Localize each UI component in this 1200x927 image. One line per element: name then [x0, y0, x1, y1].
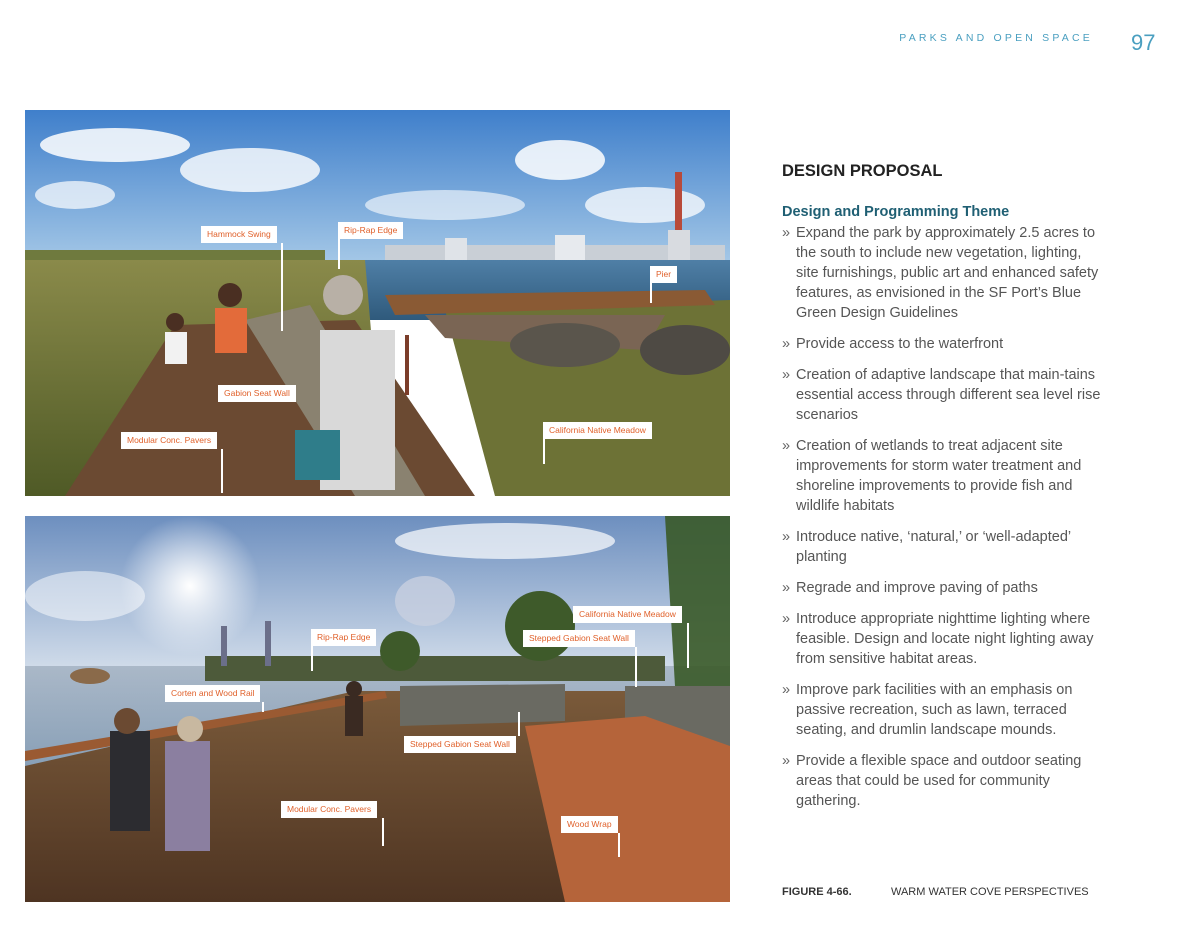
- list-item: [782, 527, 1102, 567]
- leader-line: [543, 439, 545, 464]
- callout-label: Corten and Wood Rail: [165, 685, 260, 702]
- bullet-marker: »: [782, 580, 791, 596]
- bullet-text: Creation of adaptive landscape that main-tains essential access through different sea level rise scenarios: [796, 367, 1101, 423]
- leader-line: [518, 712, 520, 736]
- callout-label: California Native Meadow: [573, 606, 682, 623]
- figure-caption-text: WARM WATER COVE PERSPECTIVES: [891, 886, 1089, 898]
- leader-line: [221, 449, 223, 493]
- theme-title: Design and Programming Theme: [782, 204, 1010, 220]
- bullet-text: Improve park facilities with an emphasis on passive recreation, such as lawn, terraced seating, and drumlin landscape mounds.: [796, 682, 1073, 738]
- callout-label: Hammock Swing: [201, 226, 277, 243]
- park-rendering-bottom-illustration: [25, 516, 730, 902]
- callout-label: California Native Meadow: [543, 422, 652, 439]
- list-item: [782, 578, 1102, 598]
- callout-label: Pier: [650, 266, 677, 283]
- callout-label: Rip-Rap Edge: [338, 222, 403, 239]
- bullet-text: Introduce appropriate nighttime lighting where feasible. Design and locate night lighting away from sensitive habitat areas.: [796, 611, 1094, 667]
- callout-label: Wood Wrap: [561, 816, 618, 833]
- list-item: [782, 609, 1102, 669]
- bullet-text: Creation of wetlands to treat adjacent site improvements for storm water treatment and shoreline improvements to provide fish and wildlife habitats: [796, 438, 1082, 514]
- list-item: [782, 751, 1102, 811]
- leader-line: [618, 833, 620, 857]
- bullet-text: Provide access to the waterfront: [796, 336, 1004, 352]
- page-number: 97: [1131, 30, 1156, 55]
- callout-label: Stepped Gabion Seat Wall: [523, 630, 635, 647]
- section-header: PARKS AND OPEN SPACE: [899, 32, 1093, 44]
- list-item: [782, 334, 1102, 354]
- leader-line: [338, 239, 340, 269]
- park-rendering-top: [25, 110, 730, 496]
- bullet-marker: »: [782, 682, 791, 698]
- bullet-marker: »: [782, 611, 791, 627]
- callout-label: Gabion Seat Wall: [218, 385, 296, 402]
- figure-caption: [782, 886, 1089, 898]
- leader-line: [382, 818, 384, 846]
- bullet-marker: »: [782, 225, 791, 241]
- leader-line: [687, 623, 689, 668]
- bullet-marker: »: [782, 336, 791, 352]
- callout-label: Stepped Gabion Seat Wall: [404, 736, 516, 753]
- bullet-text: Introduce native, ‘natural,’ or ‘well-adapted’ planting: [796, 529, 1071, 565]
- bullet-marker: »: [782, 529, 791, 545]
- figure-number: FIGURE 4-66.: [782, 886, 852, 898]
- bullet-marker: »: [782, 367, 791, 383]
- list-item: [782, 365, 1102, 425]
- leader-line: [635, 647, 637, 687]
- bullet-marker: »: [782, 438, 791, 454]
- leader-line: [281, 243, 283, 331]
- list-item: [782, 436, 1102, 516]
- list-item: [782, 680, 1102, 740]
- proposal-bullet-list: [782, 223, 1102, 822]
- list-item: [782, 223, 1102, 323]
- bullet-text: Regrade and improve paving of paths: [796, 580, 1038, 596]
- bullet-marker: »: [782, 753, 791, 769]
- callout-label: Modular Conc. Pavers: [281, 801, 377, 818]
- park-rendering-bottom: [25, 516, 730, 902]
- leader-line: [650, 283, 652, 303]
- leader-line: [262, 702, 264, 712]
- section-title: DESIGN PROPOSAL: [782, 162, 943, 180]
- bullet-text: Expand the park by approximately 2.5 acres to the south to include new vegetation, lighting, site furnishings, public art and enhanced safety features, as envisioned in the SF Port’s Blue Green Design Guidelines: [796, 225, 1099, 321]
- callout-label: Rip-Rap Edge: [311, 629, 376, 646]
- bullet-text: Provide a flexible space and outdoor seating areas that could be used for community gathering.: [796, 753, 1082, 809]
- callout-label: Modular Conc. Pavers: [121, 432, 217, 449]
- leader-line: [311, 646, 313, 671]
